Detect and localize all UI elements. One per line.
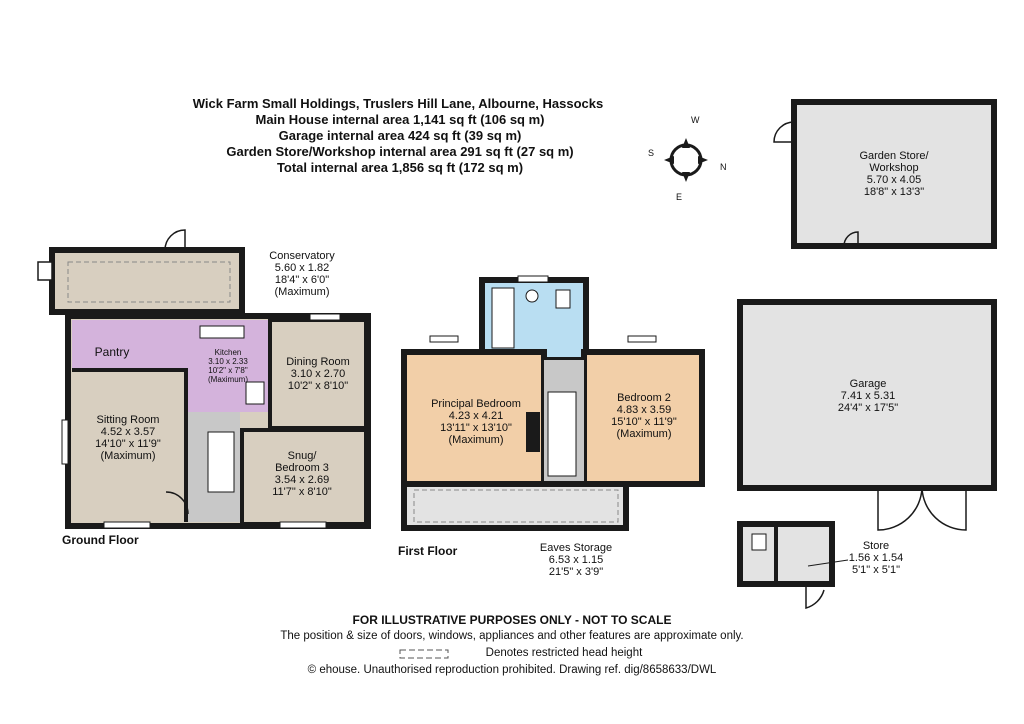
snug-label: Snug/ Bedroom 3 3.54 x 2.69 11'7" x 8'10" (272, 450, 332, 498)
kitchen-hob (246, 382, 264, 404)
first-floor-title: First Floor (398, 544, 458, 558)
principal-bedroom-label: Principal Bedroom 4.23 x 4.21 13'11" x 13'10" (Maximum) (431, 398, 521, 446)
conservatory-side-door (38, 262, 52, 280)
garage-label: Garage 7.41 x 5.31 24'4" x 17'5" (837, 378, 899, 414)
garden-store-area-text: Garden Store/Workshop internal area 291 sq ft (27 sq m) (226, 144, 574, 159)
kitchen-sink (200, 326, 244, 338)
compass-e-label: E (676, 192, 683, 202)
basin (526, 290, 538, 302)
ground-stairs (208, 432, 234, 492)
address-title: Wick Farm Small Holdings, Truslers Hill Lane, Albourne, Hassocks (192, 96, 604, 111)
store-toilet (752, 534, 766, 550)
eaves-storage-label: Eaves Storage 6.53 x 1.15 21'5" x 3'9" (539, 542, 613, 578)
copyright: © ehouse. Unauthorised reproduction prohibited. Drawing ref. dig/8658633/DWL (307, 664, 717, 676)
store-label: Store 1.56 x 1.54 5'1" x 5'1" (848, 540, 904, 576)
total-area: Total internal area 1,856 sq ft (172 sq m) (276, 160, 524, 175)
compass-w-label: W (691, 115, 700, 125)
conservatory-area (52, 250, 242, 312)
sitting-room-label: Sitting Room 4.52 x 3.57 14'10" x 11'9" (Maximum) (95, 414, 161, 462)
eaves-storage-area (404, 484, 626, 528)
main-house-area: Main House internal area 1,141 sq ft (106 sq m) (255, 112, 545, 127)
conservatory-label: Conservatory 5.60 x 1.82 18'4" x 6'0" (Maximum) (269, 250, 335, 298)
toilet (556, 290, 570, 308)
garden-store-label: Garden Store/ Workshop 5.70 x 4.05 18'8" x 13'3" (859, 150, 929, 198)
ground-floor-title: Ground Floor (62, 533, 139, 547)
approximation-note: The position & size of doors, windows, appliances and other features are approximate only. (280, 630, 744, 642)
garage-area-text: Garage internal area 424 sq ft (39 sq m) (278, 128, 522, 143)
garage-door-right (922, 488, 966, 530)
restricted-height-legend (52, 645, 1024, 661)
kitchen-label: Kitchen 3.10 x 2.33 10'2" x 7'8" (Maximum) (208, 348, 248, 384)
store-area (740, 524, 832, 584)
compass-s-label: S (648, 148, 655, 158)
compass-n-label: N (720, 162, 727, 172)
dining-room-label: Dining Room 3.10 x 2.70 10'2" x 8'10" (286, 356, 350, 392)
first-floor-stairs (548, 392, 576, 476)
disclaimer: FOR ILLUSTRATIVE PURPOSES ONLY - NOT TO SCALE (352, 613, 672, 627)
bath (492, 288, 514, 348)
pantry-label: Pantry (94, 345, 130, 359)
bedroom-2-label: Bedroom 2 4.83 x 3.59 15'10" x 11'9" (Maximum) (611, 392, 677, 440)
restricted-height-legend-text: Denotes restricted head height (485, 647, 643, 659)
garage-door-left (878, 488, 922, 530)
